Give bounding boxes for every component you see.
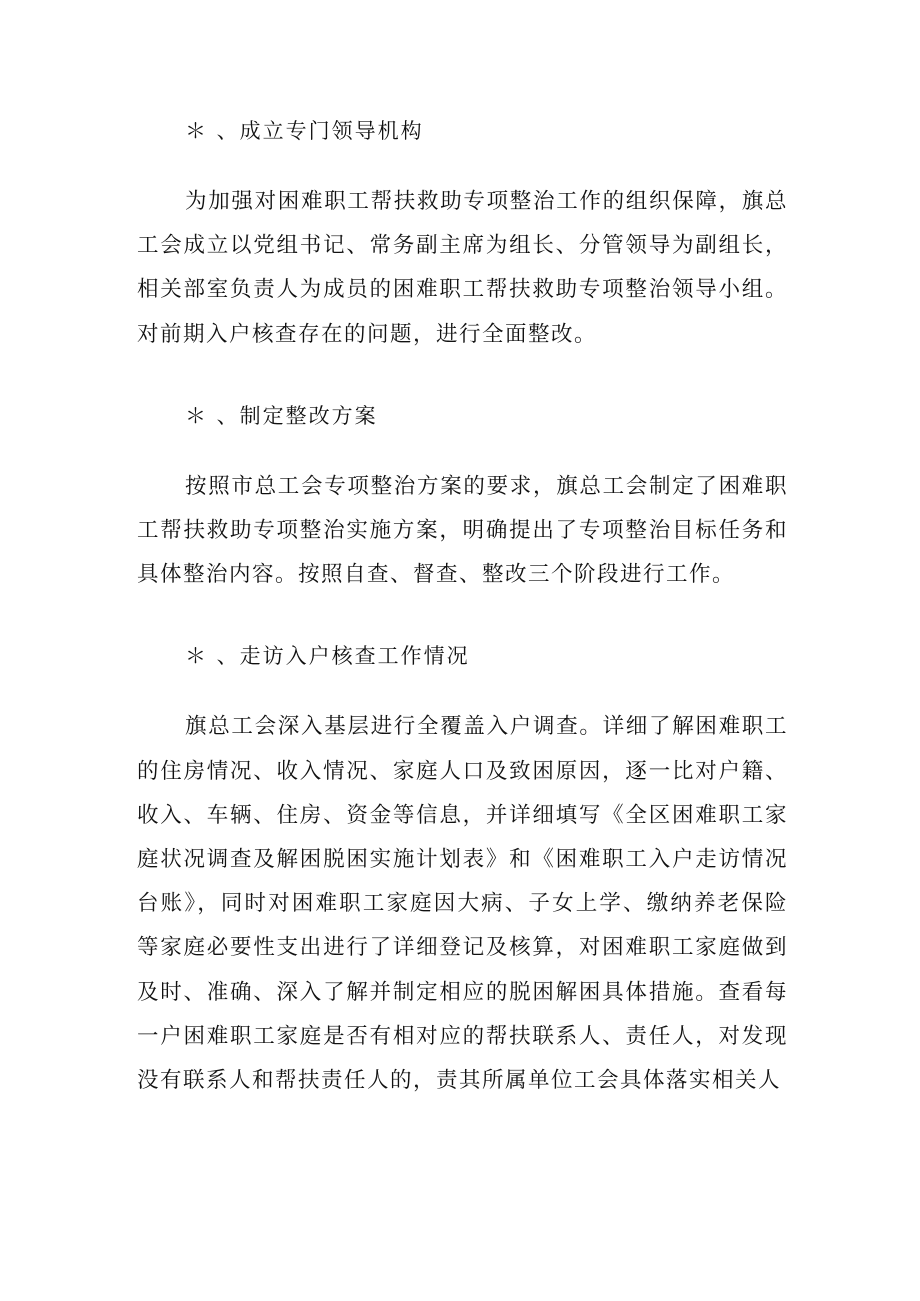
section-paragraph: 旗总工会深入基层进行全覆盖入户调查。详细了解困难职工的住房情况、收入情况、家庭人口及致困原因，逐一比对户籍、收入、车辆、住房、资金等信息，并详细填写《全区困难职工家庭状况调查及解困脱困实施计划表》和《困难职工入户走访情况台账》，同时对困难职工家庭因大病、子女上学、缴纳养老保险等家庭必要性支出进行了详细登记及核算，对困难职工家庭做到及时、准确、深入了解并制定相应的脱困解困具体措施。查看每一户困难职工家庭是否有相对应的帮扶联系人、责任人，对发现没有联系人和帮扶责任人的，责其所属单位工会具体落实相关人 — [137, 714, 788, 1094]
section-heading: ＊ 、制定整改方案 — [185, 403, 378, 428]
section-heading: ＊ 、成立专门领导机构 — [185, 119, 424, 143]
section-paragraph: 按照市总工会专项整治方案的要求，旗总工会制定了困难职工帮扶救助专项整治实施方案，明确提出了专项整治目标任务和具体整治内容。按照自查、督查、整改三个阶段进行工作。 — [137, 473, 788, 588]
document-body — [137, 109, 788, 1103]
section-paragraph: 为加强对困难职工帮扶救助专项整治工作的组织保障，旗总工会成立以党组书记、常务副主席为组长、分管领导为副组长，相关部室负责人为成员的困难职工帮扶救助专项整治领导小组。对前期入户核查存在的问题，进行全面整改。 — [137, 189, 788, 347]
section-heading: ＊ 、走访入户核查工作情况 — [185, 644, 470, 669]
